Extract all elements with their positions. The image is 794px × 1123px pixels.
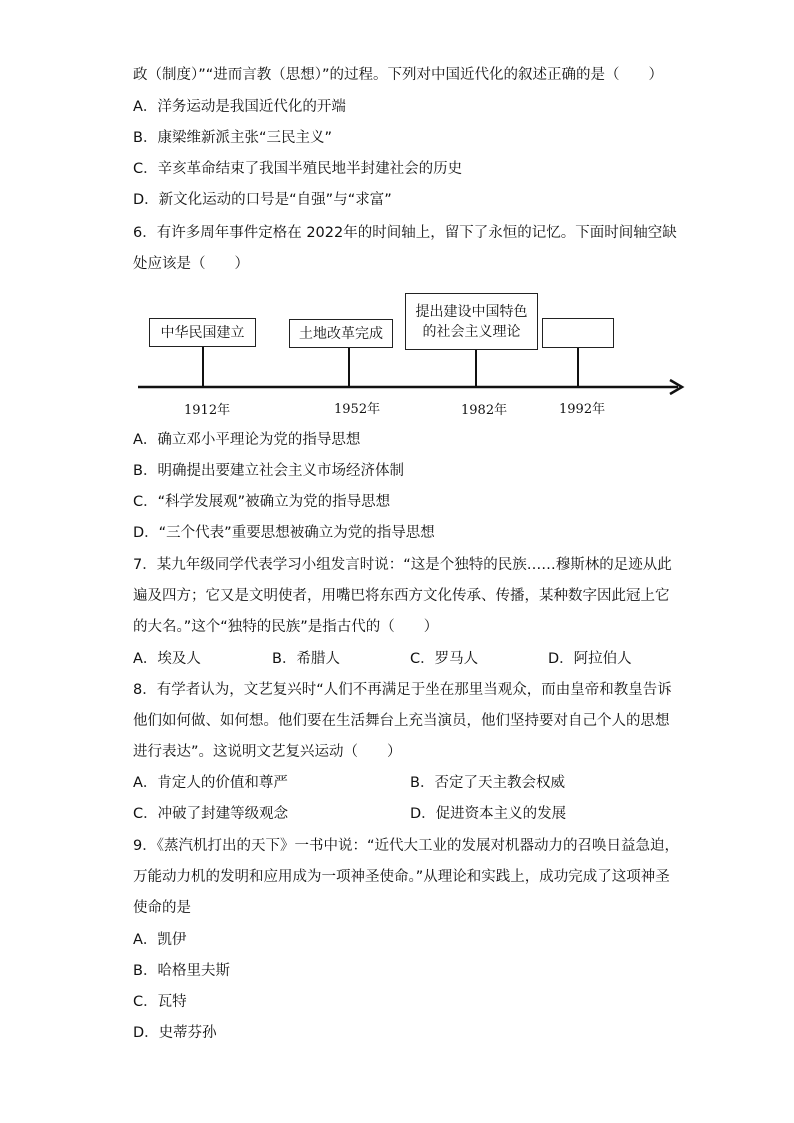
q9-option-b: B．哈格里夫斯 (133, 963, 230, 979)
q5-option-a: A．洋务运动是我国近代化的开端 (133, 99, 346, 115)
q9-option-a: A．凯伊 (133, 932, 187, 948)
q6-option-d: D．“三个代表”重要思想被确立为党的指导思想 (133, 525, 435, 541)
timeline-year-1952: 1952年 (334, 402, 381, 417)
q8-option-a: A．肯定人的价值和尊严 (133, 775, 288, 791)
timeline-axis (130, 376, 690, 398)
timeline-event-1982-line1: 提出建设中国特色 (415, 303, 528, 320)
timeline-year-1982: 1982年 (461, 403, 508, 418)
q8-stem-line3: 进行表达”。这说明文艺复兴运动（ ） (133, 744, 402, 760)
q7-stem-line2: 遍及四方；它又是文明使者，用嘴巴将东西方文化传承、传播，某种数字因此冠上它 (133, 588, 670, 604)
timeline-event-1982-line2: 的社会主义理论 (422, 323, 521, 340)
q5-option-c: C．辛亥革命结束了我国半殖民地半封建社会的历史 (133, 161, 463, 177)
q5-option-d: D．新文化运动的口号是“自强”与“求富” (133, 192, 392, 208)
q8-option-c: C．冲破了封建等级观念 (133, 806, 289, 822)
q6-option-c: C．“科学发展观”被确立为党的指导思想 (133, 494, 391, 510)
q9-stem-line1: 9．《蒸汽机打出的天下》一书中说：“近代大工业的发展对机器动力的召唤日益急迫， (133, 838, 679, 854)
q9-stem-line2: 万能动力机的发明和应用成为一项神圣使命。”从理论和实践上，成功完成了这项神圣 (133, 869, 670, 885)
q7-option-a: A．埃及人 (133, 651, 201, 667)
q9-option-c: C．瓦特 (133, 994, 187, 1010)
q7-option-c: C．罗马人 (410, 651, 479, 667)
q9-stem-line3: 使命的是 (133, 900, 191, 916)
timeline-event-blank (542, 318, 614, 348)
q8-option-d: D．促进资本主义的发展 (410, 806, 567, 822)
timeline-event-1982 (405, 293, 538, 350)
q8-stem-line2: 他们如何做、如何想。他们要在生活舞台上充当演员，他们坚持要对自己个人的思想 (133, 713, 670, 729)
timeline-tick-1982 (475, 350, 477, 387)
timeline-tick-1912 (202, 347, 204, 387)
q7-option-b: B．希腊人 (272, 651, 340, 667)
q6-option-a: A．确立邓小平理论为党的指导思想 (133, 432, 361, 448)
q7-stem-line1: 7．某九年级同学代表学习小组发言时说：“这是个独特的民族……穆斯林的足迹从此 (133, 557, 672, 573)
timeline-tick-1992 (577, 348, 579, 387)
q7-stem-line3: 的大名。”这个“独特的民族”是指古代的（ ） (133, 619, 439, 635)
timeline-year-1992: 1992年 (559, 402, 606, 417)
q7-option-d: D．阿拉伯人 (548, 651, 632, 667)
q6-stem-line2: 处应该是（ ） (133, 256, 249, 272)
q6-stem-line1: 6．有许多周年事件定格在 2022年的时间轴上，留下了永恒的记忆。下面时间轴空缺 (133, 225, 677, 241)
q9-option-d: D．史蒂芬孙 (133, 1025, 217, 1041)
q6-option-b: B．明确提出要建立社会主义市场经济体制 (133, 463, 404, 479)
q8-stem-line1: 8．有学者认为，文艺复兴时“人们不再满足于坐在那里当观众，而由皇帝和教皇告诉 (133, 682, 672, 698)
timeline-tick-1952 (348, 348, 350, 387)
timeline-event-1912: 中华民国建立 (149, 318, 256, 347)
q8-option-b: B．否定了天主教会权威 (410, 775, 565, 791)
q5-option-b: B．康梁维新派主张“三民主义” (133, 130, 332, 146)
q5-stem-tail: 政（制度）”“进而言教（思想）”的过程。下列对中国近代化的叙述正确的是（ ） (133, 67, 664, 83)
timeline-event-1952: 土地改革完成 (289, 319, 393, 348)
timeline-year-1912: 1912年 (184, 403, 231, 418)
